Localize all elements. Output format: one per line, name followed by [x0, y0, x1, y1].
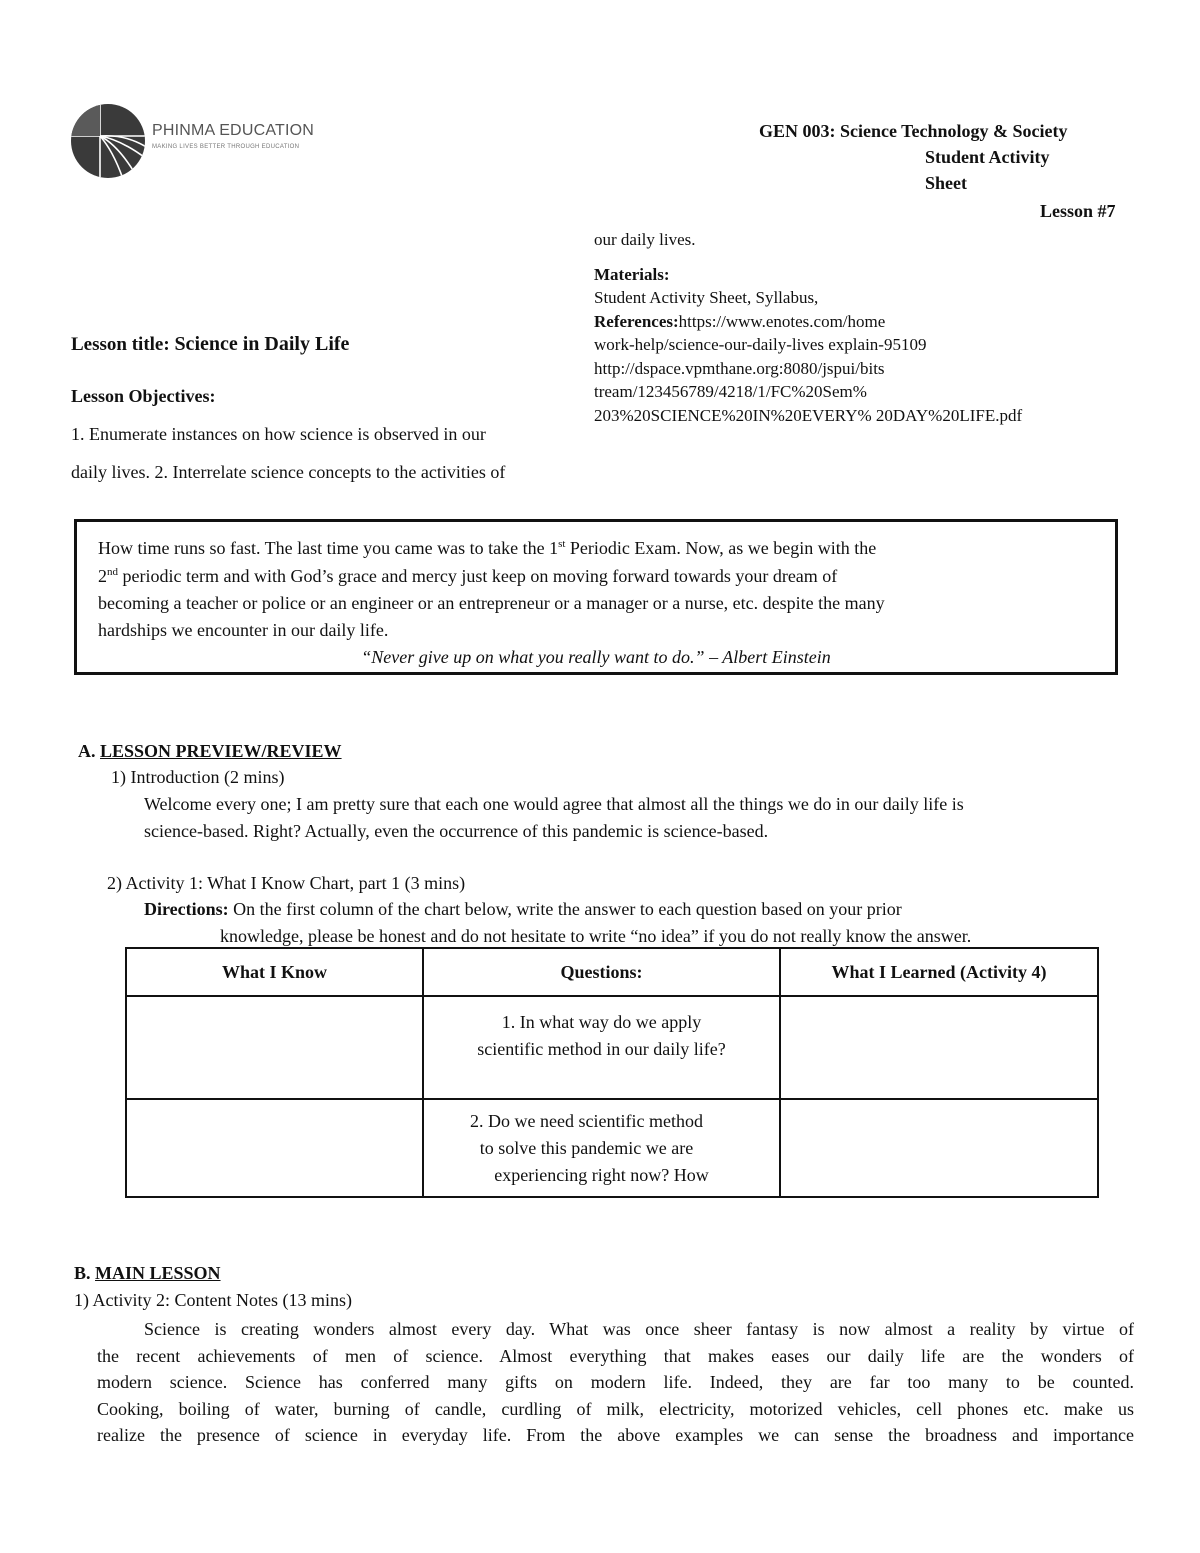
question-line: 1. In what way do we apply	[501, 1012, 702, 1032]
section-a-title: LESSON PREVIEW/REVIEW	[100, 741, 342, 761]
directions-label: Directions:	[144, 899, 229, 919]
section-b-heading	[74, 1263, 221, 1284]
motivation-line-4: hardships we encounter in our daily life.	[98, 620, 389, 640]
paragraph-line: Cooking, boiling of water, burning of candle, curdling of milk, electricity, motorized vehicles, cell phones etc. make us	[97, 1398, 1134, 1419]
motivation-box	[74, 519, 1118, 675]
phinma-emblem-icon	[70, 100, 148, 182]
sheet-title-line1: Student Activity	[925, 147, 1050, 167]
sheet-title-line2: Sheet	[925, 173, 967, 193]
question-cell	[423, 996, 780, 1099]
lesson-title-value: Science in Daily Life	[174, 333, 350, 355]
logo-brand-text: PHINMA EDUCATION	[152, 122, 315, 139]
intro-title: 1) Introduction (2 mins)	[111, 767, 285, 787]
lesson-title-label: Lesson title:	[71, 334, 170, 355]
reference-link-4[interactable]: tream/123456789/4218/1/FC%20Sem%	[594, 382, 867, 401]
question-line: scientific method in our daily life?	[477, 1039, 726, 1059]
answer-cell-know[interactable]	[126, 1099, 423, 1197]
question-line: experiencing right now? How	[494, 1165, 709, 1185]
chart-header-row	[126, 948, 1098, 996]
header-what-i-learned: What I Learned (Activity 4)	[780, 948, 1098, 996]
header-what-i-know: What I Know	[126, 948, 423, 996]
objectives-label: Lesson Objectives:	[71, 386, 216, 406]
header-questions: Questions:	[423, 948, 780, 996]
paragraph-line: Science is creating wonders almost every day. What was once sheer fantasy is now almost a reality by virtue of	[144, 1319, 1134, 1339]
reference-link-2[interactable]: work-help/science-our-daily-lives explain-95109	[594, 335, 927, 354]
reference-link-3[interactable]: http://dspace.vpmthane.org:8080/jspui/bits	[594, 358, 885, 378]
motivation-line-3: becoming a teacher or police or an engineer or an entrepreneur or a manager or a nurse, etc. despite the many	[98, 593, 885, 613]
references-label: References:	[594, 311, 679, 331]
content-notes-paragraph	[97, 1316, 1134, 1449]
paragraph-line: realize the presence of science in everyday life. From the above examples we can sense the broadness and importance	[97, 1425, 1134, 1445]
answer-cell-learned[interactable]	[780, 1099, 1098, 1197]
reference-link-1[interactable]: https://www.enotes.com/home	[678, 311, 886, 331]
section-b-title: MAIN LESSON	[95, 1263, 221, 1283]
section-a-letter: A.	[78, 741, 96, 761]
directions-line-1	[144, 899, 902, 920]
references-first-line	[594, 310, 1114, 334]
answer-cell-know[interactable]	[126, 996, 423, 1099]
table-row	[126, 996, 1098, 1099]
motivation-line-2	[98, 566, 837, 587]
paragraph-line: the recent achievements of men of science. Almost everything that makes eases our daily life are the wonders of	[97, 1345, 1134, 1366]
materials-label: Materials:	[594, 264, 670, 284]
materials-block	[594, 228, 1114, 427]
phinma-logo	[70, 100, 340, 182]
directions-text: On the first column of the chart below, write the answer to each question based on your prior	[228, 899, 902, 919]
paragraph-line: modern science. Science has conferred many gifts on modern life. Indeed, they are far too many to be counted.	[97, 1372, 1134, 1392]
motivation-text: 2	[98, 566, 107, 586]
question-cell	[423, 1099, 780, 1197]
section-b-letter: B.	[74, 1263, 91, 1283]
motivation-line-1	[98, 538, 876, 559]
table-row	[126, 1099, 1098, 1197]
what-i-know-chart	[125, 947, 1099, 1198]
intro-line-2: science-based. Right? Actually, even the occurrence of this pandemic is science-based.	[144, 821, 769, 841]
motivation-text: Periodic Exam. Now, as we begin with the	[565, 538, 877, 558]
objectives-line3: our daily lives.	[594, 230, 696, 249]
motivation-text: How time runs so fast. The last time you came was to take the 1	[98, 538, 559, 558]
question-line: 2. Do we need scientific method	[470, 1111, 703, 1131]
logo-tagline: MAKING LIVES BETTER THROUGH EDUCATION	[152, 144, 300, 150]
intro-line-1: Welcome every one; I am pretty sure that each one would agree that almost all the things we do in our daily life is	[144, 794, 964, 814]
superscript: nd	[107, 566, 118, 578]
course-title: GEN 003: Science Technology & Society	[759, 121, 1068, 141]
einstein-quote: “Never give up on what you really want to do.” – Albert Einstein	[361, 647, 831, 667]
lesson-number: Lesson #7	[1040, 201, 1116, 221]
objectives-line1: 1. Enumerate instances on how science is observed in our	[71, 424, 486, 444]
activity2-title: 1) Activity 2: Content Notes (13 mins)	[74, 1290, 352, 1310]
materials-value: Student Activity Sheet, Syllabus,	[594, 288, 819, 307]
objectives-line2: daily lives. 2. Interrelate science concepts to the activities of	[71, 462, 506, 482]
question-line: to solve this pandemic we are	[479, 1138, 694, 1158]
activity1-title: 2) Activity 1: What I Know Chart, part 1 (3 mins)	[107, 873, 466, 893]
answer-cell-learned[interactable]	[780, 996, 1098, 1099]
directions-line-2: knowledge, please be honest and do not hesitate to write “no idea” if you do not really know the answer.	[220, 926, 972, 946]
superscript: st	[558, 538, 566, 550]
lesson-title	[71, 333, 349, 356]
motivation-text: periodic term and with God’s grace and mercy just keep on moving forward towards your dream of	[118, 566, 838, 586]
section-a-heading	[78, 741, 342, 762]
reference-link-5[interactable]: 203%20SCIENCE%20IN%20EVERY% 20DAY%20LIFE.pdf	[594, 405, 1023, 425]
